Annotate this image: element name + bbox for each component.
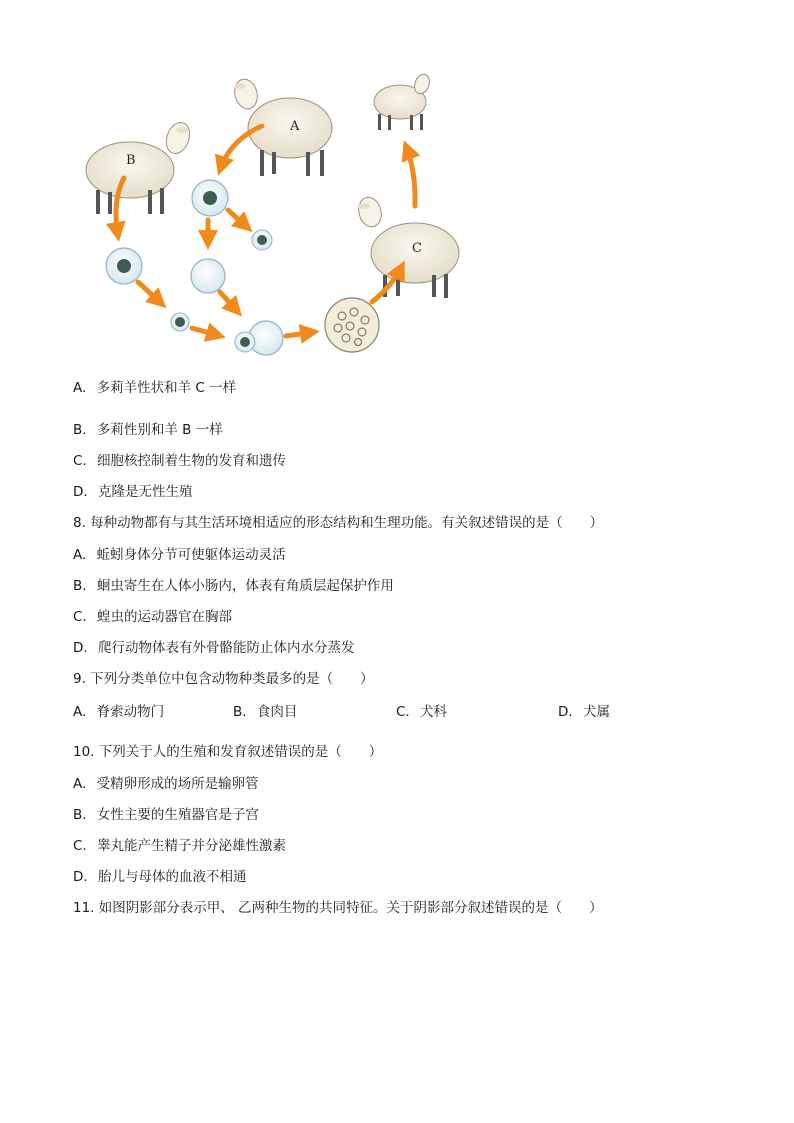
q7-option-b-text: 多莉性别和羊 B 一样 xyxy=(96,422,223,438)
q8-option-d-label: D. xyxy=(73,640,88,656)
q8-option-c xyxy=(73,608,232,626)
q7-option-c xyxy=(73,452,286,470)
q9-option-b xyxy=(233,703,297,721)
q10-option-d-label: D. xyxy=(73,869,88,885)
label-b: B xyxy=(126,153,136,168)
q10-option-b-text: 女性主要的生殖器官是子宫 xyxy=(96,807,259,823)
q7-option-d-text: 克隆是无性生殖 xyxy=(97,484,193,500)
cell-nucleus-removed xyxy=(252,230,272,250)
sheep-a xyxy=(231,77,332,176)
cell-fusion xyxy=(235,321,283,355)
q9-option-d-text: 犬属 xyxy=(582,704,610,720)
q10-option-d-text: 胎儿与母体的血液不相通 xyxy=(97,869,247,885)
cell-body-b xyxy=(106,248,142,284)
q9-option-c-text: 犬科 xyxy=(420,704,448,720)
q10-option-a xyxy=(73,775,259,793)
q8-stem: 8. 每种动物都有与其生活环境相适应的形态结构和生理功能。有关叙述错误的是（ ） xyxy=(73,515,604,531)
q10-option-c-text: 睾丸能产生精子并分泌雄性激素 xyxy=(97,838,287,854)
q10-option-a-label: A. xyxy=(73,776,87,792)
label-c: C xyxy=(412,241,422,256)
q8-option-a xyxy=(73,546,286,564)
q7-option-c-label: C. xyxy=(73,453,87,469)
q7-option-b xyxy=(73,421,223,439)
q10-stem: 10. 下列关于人的生殖和发育叙述错误的是（ ） xyxy=(73,744,383,760)
q7-option-a-text: 多莉羊性状和羊 C 一样 xyxy=(96,380,237,396)
cell-nucleus-b xyxy=(171,313,189,331)
q9-stem: 9. 下列分类单位中包含动物种类最多的是（ ） xyxy=(73,671,374,687)
q8-option-a-text: 蚯蚓身体分节可使躯体运动灵活 xyxy=(96,547,286,563)
q7-option-c-text: 细胞核控制着生物的发育和遗传 xyxy=(97,453,287,469)
q8-option-d xyxy=(73,639,354,657)
q8-option-d-text: 爬行动物体表有外骨骼能防止体内水分蒸发 xyxy=(97,640,355,656)
sheep-c xyxy=(355,195,459,298)
q8-option-b xyxy=(73,577,394,595)
q7-option-a-label: A. xyxy=(73,380,87,396)
q10-option-b-label: B. xyxy=(73,807,87,823)
q8-option-c-label: C. xyxy=(73,609,87,625)
cell-enucleated-egg xyxy=(191,259,225,293)
q9-option-b-text: 食肉目 xyxy=(256,704,298,720)
q7-option-b-label: B. xyxy=(73,422,87,438)
sheep-b xyxy=(86,119,194,214)
q7-option-d xyxy=(73,483,192,501)
q8-option-a-label: A. xyxy=(73,547,87,563)
q10-option-c xyxy=(73,837,286,855)
q9-option-a-text: 脊索动物门 xyxy=(96,704,165,720)
q9-option-c xyxy=(396,703,447,721)
cell-egg-a xyxy=(192,180,228,216)
cloning-diagram xyxy=(70,60,490,370)
q9-option-d xyxy=(558,703,610,721)
q9-option-d-label: D. xyxy=(558,704,573,720)
q7-option-a xyxy=(73,379,236,397)
q10-option-d xyxy=(73,868,246,886)
q8-option-b-text: 蛔虫寄生在人体小肠内，体表有角质层起保护作用 xyxy=(96,578,394,594)
label-a: A xyxy=(290,119,300,134)
q9-option-c-label: C. xyxy=(396,704,410,720)
q10-option-b xyxy=(73,806,259,824)
q9-option-a-label: A. xyxy=(73,704,87,720)
q8-option-c-text: 蝗虫的运动器官在胸部 xyxy=(97,609,233,625)
cell-embryo xyxy=(325,298,379,352)
q7-option-d-label: D. xyxy=(73,484,88,500)
q9-option-a xyxy=(73,703,164,721)
lamb-dolly xyxy=(374,72,432,130)
q11-stem: 11. 如图阴影部分表示甲、 乙两种生物的共同特征。关于阴影部分叙述错误的是（ ） xyxy=(73,900,603,916)
q10-option-a-text: 受精卵形成的场所是输卵管 xyxy=(96,776,259,792)
q9-option-b-label: B. xyxy=(233,704,247,720)
q10-option-c-label: C. xyxy=(73,838,87,854)
q8-option-b-label: B. xyxy=(73,578,87,594)
